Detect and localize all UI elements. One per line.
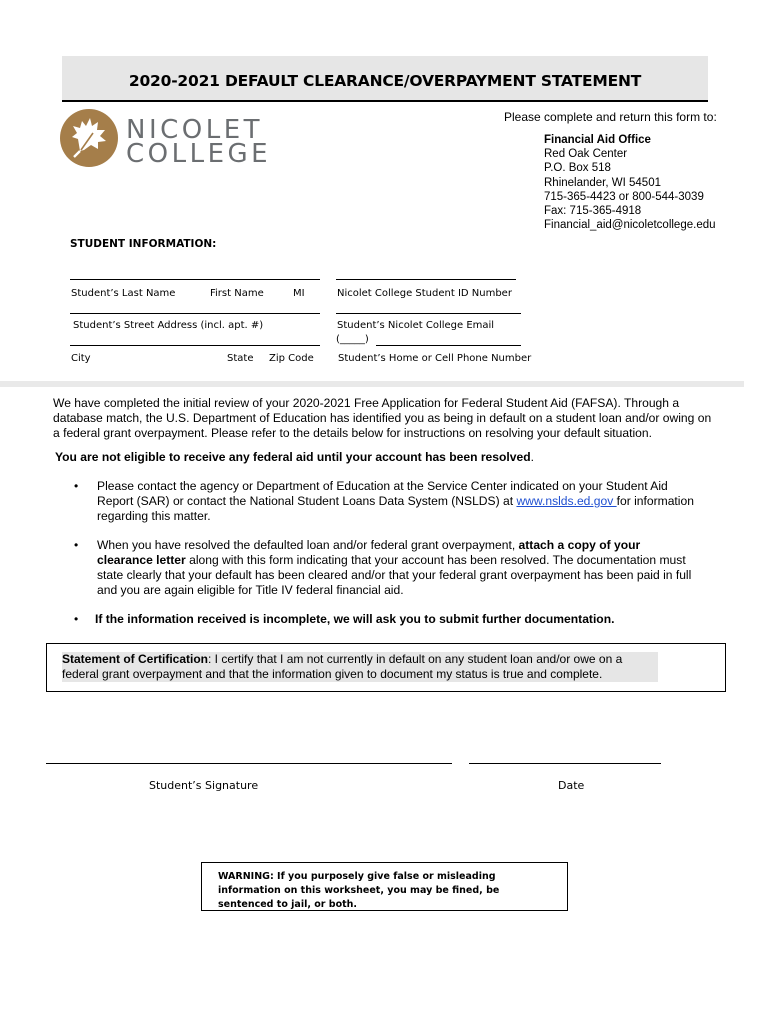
logo-text-college: COLLEGE xyxy=(126,139,272,169)
name-field-line[interactable] xyxy=(70,279,320,280)
date-line[interactable] xyxy=(469,763,661,764)
city-state-zip: Rhinelander, WI 54501 xyxy=(544,176,661,189)
bullet-marker: • xyxy=(74,538,79,552)
intro-paragraph: We have completed the initial review of your 2020-2021 Free Application for Federal Student Aid (FAFSA). Through a database match, the U.S. Department of Education has identified you as being in default on a student loan and/or owing on a federal grant overpayment. Please refer to the details below for instructions on resolving your default situation. xyxy=(53,396,712,440)
bullet-item-contact-agency xyxy=(97,479,697,524)
eligibility-notice xyxy=(55,450,715,465)
warning-text: WARNING: If you purposely give false or misleading information on this worksheet, you may be fined, be sentenced to jail, or both. xyxy=(218,871,500,910)
bullet1-text-end: for information regarding this matter. xyxy=(97,494,694,523)
city-label: City xyxy=(71,353,91,364)
date-label: Date xyxy=(558,779,585,792)
certification-box xyxy=(46,643,726,692)
building-name: Red Oak Center xyxy=(544,148,628,161)
section-divider xyxy=(0,381,744,387)
certification-text: : I certify that I am not currently in default on any student loan and/or owe on a federal grant overpayment and that the information given to document my status is true and complete. xyxy=(62,652,623,681)
street-address-label: Student’s Street Address (incl. apt. #) xyxy=(73,320,264,331)
phone-area-code-text: (_____) xyxy=(336,334,369,345)
student-id-label: Nicolet College Student ID Number xyxy=(337,288,512,299)
contact-address-block xyxy=(544,133,716,232)
street-address-field-line[interactable] xyxy=(70,313,320,314)
student-info-heading: STUDENT INFORMATION: xyxy=(70,238,217,250)
return-instruction: Please complete and return this form to: xyxy=(504,110,717,124)
zip-label: Zip Code xyxy=(269,353,314,364)
signature-line[interactable] xyxy=(46,763,452,764)
po-box: P.O. Box 518 xyxy=(544,162,611,175)
phone-numbers: 715-365-4423 or 800-544-3039 xyxy=(544,190,704,203)
bullet1-text: Please contact the agency or Department of Education at the Service Center indicated on your Student Aid Report (SAR) or contact the National Student Loans Data System (NSLDS) at xyxy=(97,479,668,508)
bullet2-text-end: along with this form indicating that your account has been resolved. The documentation must state clearly that your default has been cleared and/or that your federal grant overpayment has been paid in full and you are again eligible for Title IV federal financial aid. xyxy=(97,553,692,597)
state-label: State xyxy=(227,353,254,364)
bullet-item-clearance-letter xyxy=(97,538,692,598)
phone-area-code[interactable] xyxy=(336,334,369,345)
certification-label: Statement of Certification xyxy=(62,652,209,666)
mi-label: MI xyxy=(293,288,305,299)
warning-box xyxy=(201,862,568,911)
email-label: Student’s Nicolet College Email xyxy=(337,320,495,331)
fax-number: Fax: 715-365-4918 xyxy=(544,205,642,218)
phone-label: Student’s Home or Cell Phone Number xyxy=(338,353,532,364)
bullet-marker: • xyxy=(74,479,79,493)
bullet2-text: When you have resolved the defaulted loan and/or federal grant overpayment, xyxy=(97,538,519,552)
page-title: 2020-2021 DEFAULT CLEARANCE/OVERPAYMENT STATEMENT xyxy=(128,72,642,90)
eligibility-notice-text: You are not eligible to receive any federal aid until your account has been resolved xyxy=(55,450,531,464)
certification-statement xyxy=(62,652,658,682)
last-name-label: Student’s Last Name xyxy=(71,288,176,299)
email-field-line[interactable] xyxy=(336,313,521,314)
nslds-link[interactable]: www.nslds.ed.gov xyxy=(516,494,617,508)
phone-field-line[interactable] xyxy=(376,345,521,346)
contact-email: Financial_aid@nicoletcollege.edu xyxy=(544,219,716,232)
office-name: Financial Aid Office xyxy=(544,134,651,146)
bullet-marker: • xyxy=(74,612,79,626)
oak-leaf-logo-icon xyxy=(60,109,118,167)
eligibility-notice-period: . xyxy=(530,450,534,464)
city-state-zip-field-line[interactable] xyxy=(70,345,320,346)
title-bar xyxy=(62,56,708,102)
logo-text-nicolet: NICOLET xyxy=(126,115,264,145)
student-id-field-line[interactable] xyxy=(336,279,516,280)
signature-label: Student’s Signature xyxy=(149,779,259,792)
bullet-item-incomplete: If the information received is incomplete, we will ask you to submit further documentation. xyxy=(95,612,615,626)
bullet2-bold: attach a copy of your clearance letter xyxy=(97,538,641,567)
first-name-label: First Name xyxy=(210,288,264,299)
